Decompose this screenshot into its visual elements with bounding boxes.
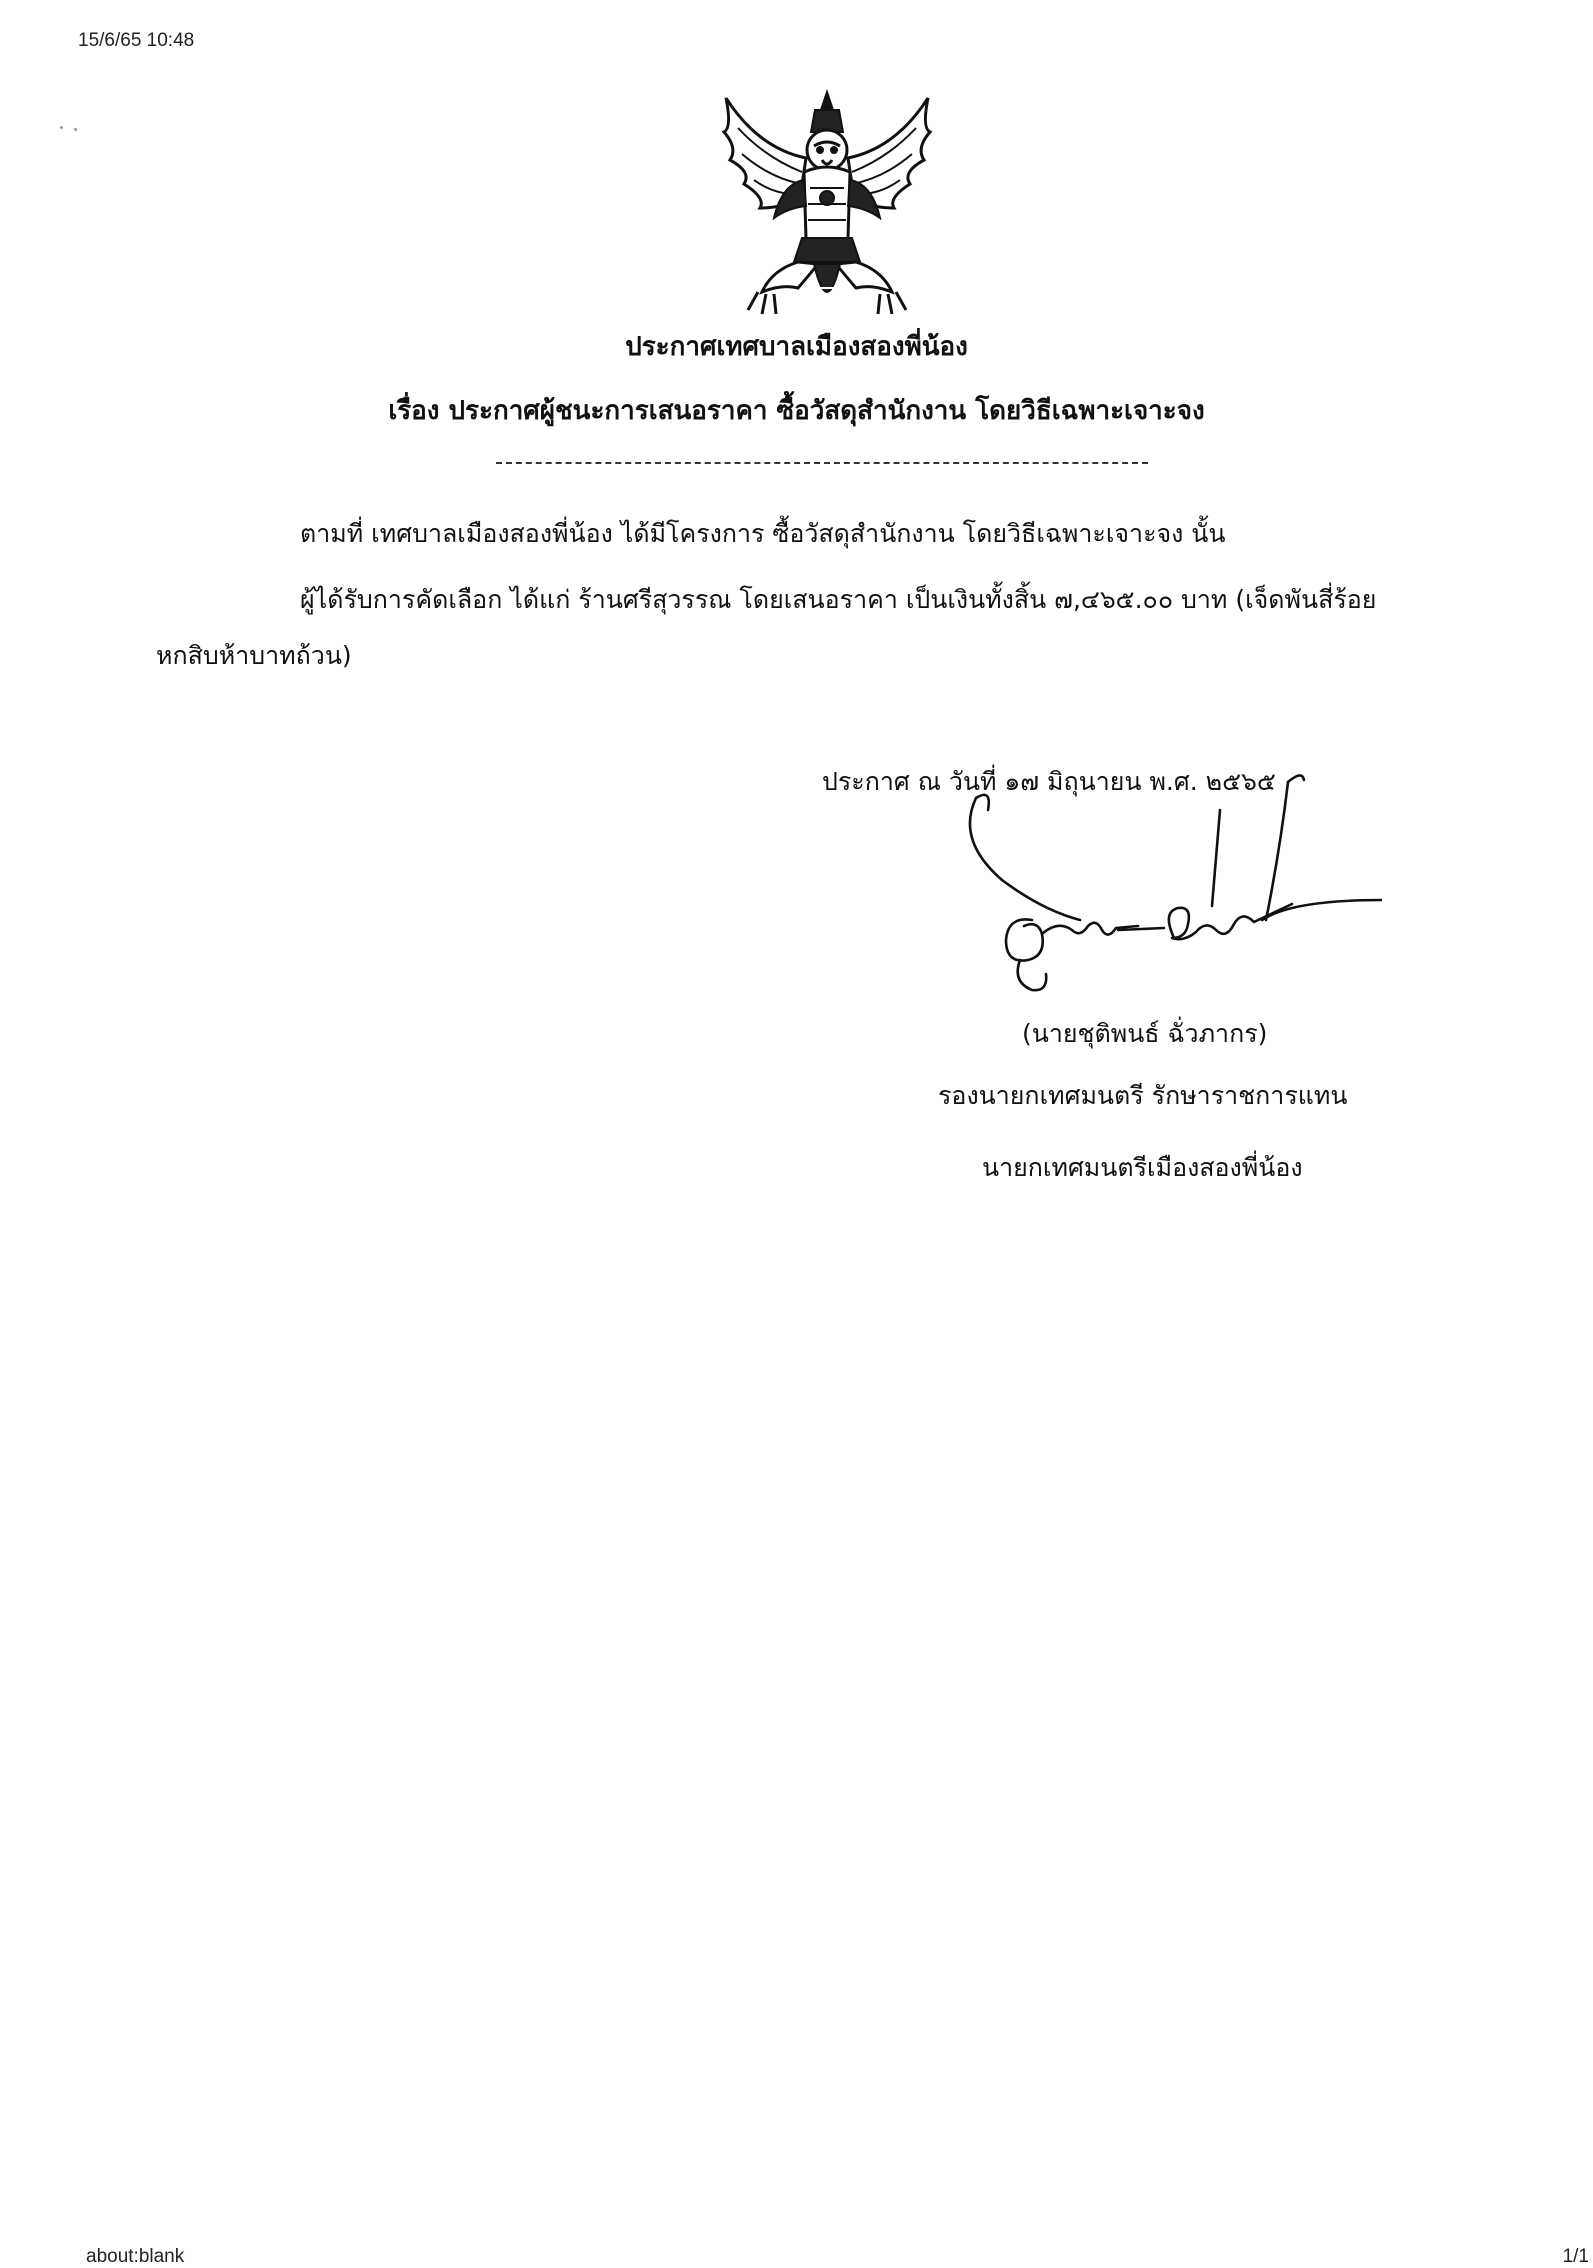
paragraph-line-3: หกสิบห้าบาทถ้วน): [156, 641, 352, 670]
scan-speck: [60, 126, 63, 129]
handwritten-signature: [962, 770, 1382, 1020]
signatory-position-1: รองนายกเทศมนตรี รักษาราชการแทน: [938, 1081, 1348, 1110]
print-timestamp: 15/6/65 10:48: [78, 30, 195, 51]
print-page-number: 1/1: [1562, 2246, 1589, 2267]
announcement-subject: เรื่อง ประกาศผู้ชนะการเสนอราคา ซื้อวัสดุสำนักงาน โดยวิธีเฉพาะเจาะจง: [388, 396, 1205, 426]
signatory-position-2: นายกเทศมนตรีเมืองสองพี่น้อง: [982, 1153, 1303, 1182]
print-url: about:blank: [86, 2246, 185, 2267]
scan-speck: [74, 128, 77, 131]
announcement-date: ประกาศ ณ วันที่ ๑๗ มิถุนายน พ.ศ. ๒๕๖๕: [822, 767, 1276, 796]
signatory-name: (นายชุติพนธ์ ฉั่วภากร): [1022, 1019, 1268, 1048]
garuda-emblem-icon: [718, 88, 936, 320]
paragraph-line-2: ผู้ได้รับการคัดเลือก ได้แก่ ร้านศรีสุวรรณ โดยเสนอราคา เป็นเงินทั้งสิ้น ๗,๔๖๕.๐๐ บาท (เจ็ดพันสี่ร้อย: [300, 585, 1377, 614]
announcement-title: ประกาศเทศบาลเมืองสองพี่น้อง: [625, 332, 968, 362]
paragraph-line-1: ตามที่ เทศบาลเมืองสองพี่น้อง ได้มีโครงการ ซื้อวัสดุสำนักงาน โดยวิธีเฉพาะเจาะจง นั้น: [300, 519, 1226, 548]
title-divider: [496, 462, 1148, 464]
